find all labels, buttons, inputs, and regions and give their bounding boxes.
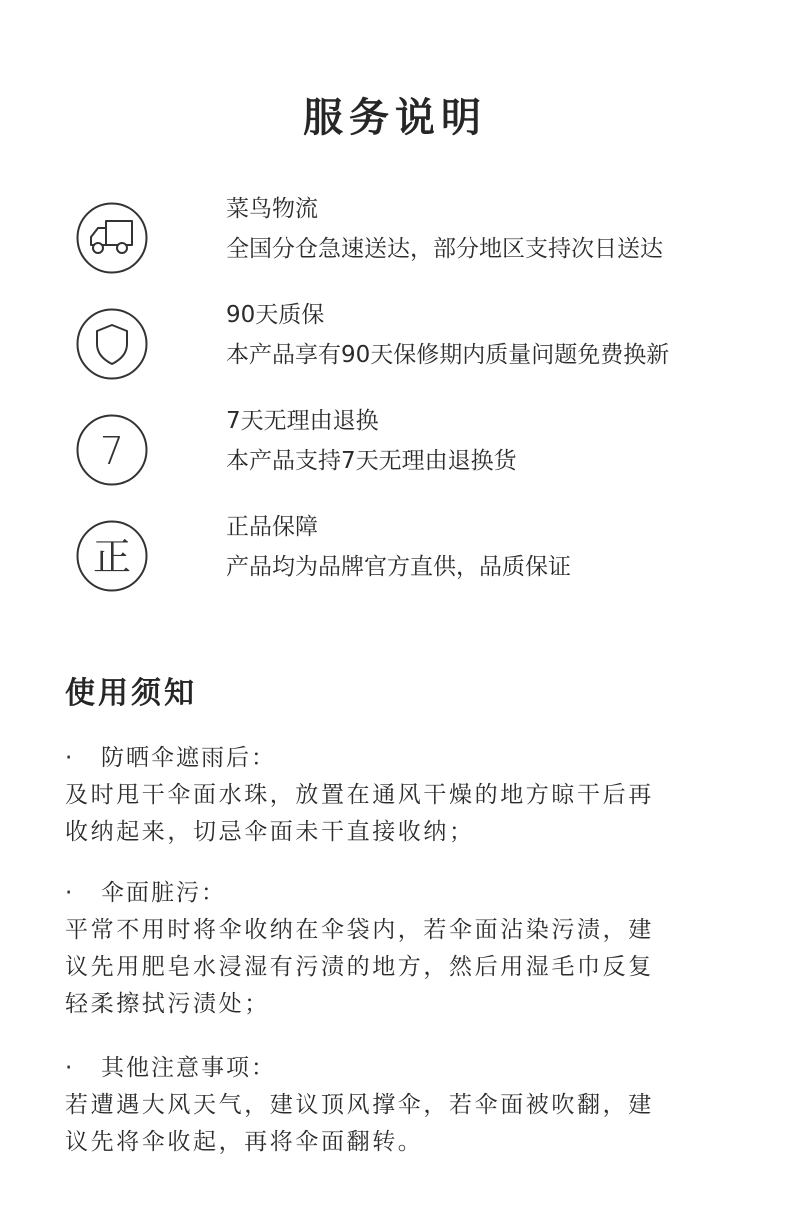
service-description: 产品均为品牌官方直供，品质保证 [226,554,571,580]
service-heading: 正品保障 [226,514,318,540]
service-item-warranty [76,302,756,380]
notice-line: 平常不用时将伞收纳在伞袋内，若伞面沾染污渍，建 [65,917,654,943]
usage-notice-dirt [65,875,730,1023]
service-heading: 菜鸟物流 [226,196,318,222]
service-description: 本产品支持7天无理由退换货 [226,448,517,474]
usage-notice-rain [65,740,730,851]
service-item-genuine [76,514,756,592]
notice-heading: 防晒伞遮雨后： [101,745,276,771]
notice-heading: 其他注意事项： [101,1055,276,1081]
seven-days-icon [76,414,148,486]
service-heading: 7天无理由退换 [226,408,379,434]
notice-line: 轻柔擦拭污渍处； [65,991,270,1017]
notice-line: 及时甩干伞面水珠，放置在通风干燥的地方晾干后再 [65,782,654,808]
genuine-icon [76,520,148,592]
usage-notice-other [65,1050,730,1161]
service-item-logistics [76,196,756,274]
delivery-truck-icon [76,202,148,274]
notice-line: 议先将伞收起，再将伞面翻转。 [65,1129,424,1155]
service-item-return [76,408,756,486]
bullet-dot: · [65,880,75,906]
bullet-dot: · [65,745,75,771]
seven-days-icon-text: 7 [99,429,125,473]
notice-line: 收纳起来，切忌伞面未干直接收纳； [65,819,475,845]
usage-section-title: 使用须知 [65,676,197,711]
notice-line: 若遭遇大风天气，建议顶风撑伞，若伞面被吹翻，建 [65,1092,654,1118]
bullet-dot: · [65,1055,75,1081]
service-description: 全国分仓急速送达，部分地区支持次日送达 [226,236,663,262]
page-title: 服务说明 [303,95,487,141]
notice-heading: 伞面脏污： [101,880,226,906]
shield-icon [76,308,148,380]
service-description: 本产品享有90天保修期内质量问题免费换新 [226,342,670,368]
service-heading: 90天质保 [226,302,325,328]
notice-line: 议先用肥皂水浸湿有污渍的地方，然后用湿毛巾反复 [65,954,654,980]
genuine-icon-text: 正 [92,535,132,579]
